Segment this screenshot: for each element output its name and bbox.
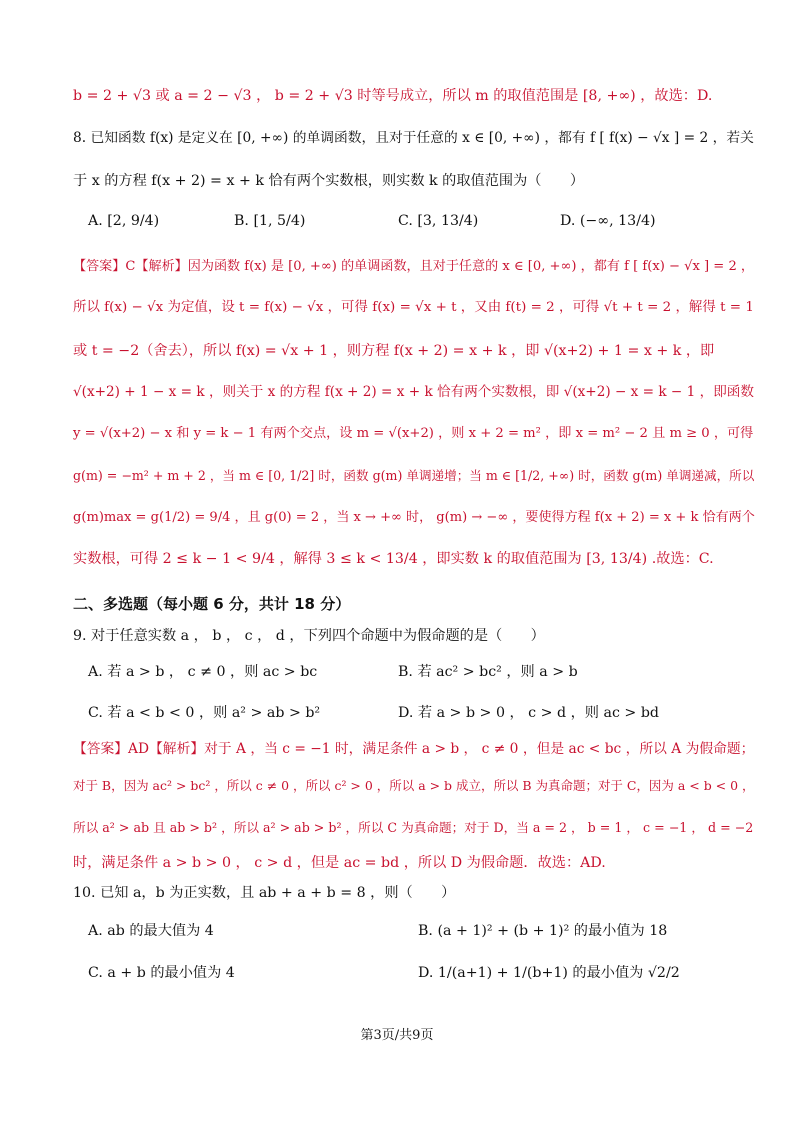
q10-option-a: A. ab 的最大值为 4 — [88, 923, 214, 939]
q8-answer-line-8: 实数根，可得 2 ≤ k − 1 < 9/4 ，解得 3 ≤ k < 13/4 ，即实数 k 的取值范围为 [3, 13/4) .故选：C. — [73, 551, 714, 567]
q8-option-a: A. [2, 9/4) — [88, 213, 160, 229]
prev-answer-conclusion: b = 2 + √3 或 a = 2 − √3 ， b = 2 + √3 时等号成立，所以 m 的取值范围是 [8, +∞) ，故选：D. — [73, 88, 713, 104]
q8-answer-line-1: 【答案】C【解析】因为函数 f(x) 是 [0, +∞) 的单调函数，且对于任意的 x ∈ [0, +∞) ，都有 f [ f(x) − √x ] = 2 ， — [73, 259, 755, 274]
q9-option-d: D. 若 a > b > 0 ， c > d ，则 ac > bd — [398, 705, 659, 721]
q8-answer-line-6: g(m) = −m² + m + 2 ，当 m ∈ [0, 1/2] 时，函数 g(m) 单调递增；当 m ∈ [1/2, +∞) 时，函数 g(m) 单调递减，所以 — [73, 468, 755, 483]
q8-answer-line-2: 所以 f(x) − √x 为定值，设 t = f(x) − √x ，可得 f(x) = √x + t ，又由 f(t) = 2 ，可得 √t + t = 2 ，解得 t = 1 — [73, 300, 754, 315]
q9-option-c: C. 若 a < b < 0 ，则 a² > ab > b² — [88, 705, 321, 721]
q8-option-b: B. [1, 5/4) — [234, 213, 306, 229]
q9-option-a: A. 若 a > b ， c ≠ 0 ，则 ac > bc — [88, 664, 318, 680]
q9-answer-line-2: 对于 B，因为 ac² > bc² ，所以 c ≠ 0 ，所以 c² > 0 ，所以 a > b 成立，所以 B 为真命题；对于 C，因为 a < b < 0 ， — [73, 778, 755, 793]
section-heading: 二、多选题（每小题 6 分，共计 18 分） — [73, 595, 351, 613]
q10-option-d: D. 1/(a+1) + 1/(b+1) 的最小值为 √2/2 — [418, 965, 680, 981]
q8-stem-line-2: 于 x 的方程 f(x + 2) = x + k 恰有两个实数根，则实数 k 的取值范围为（ ） — [73, 173, 585, 189]
q10-option-b: B. (a + 1)² + (b + 1)² 的最小值为 18 — [418, 923, 668, 939]
q8-option-d: D. (−∞, 13/4) — [560, 213, 656, 229]
q8-answer-line-3: 或 t = −2（舍去），所以 f(x) = √x + 1 ，则方程 f(x + 2) = x + k ，即 √(x+2) + 1 = x + k ，即 — [73, 343, 715, 359]
q8-answer-line-7: g(m)max = g(1/2) = 9/4 ，且 g(0) = 2 ，当 x → +∞ 时， g(m) → −∞ ，要使得方程 f(x + 2) = x + k 恰有两个 — [73, 510, 755, 525]
q8-answer-line-4: √(x+2) + 1 − x = k ，则关于 x 的方程 f(x + 2) = x + k 恰有两个实数根，即 √(x+2) − x = k − 1 ，即函数 — [73, 384, 754, 400]
page-number: 第3页/共9页 — [360, 1028, 434, 1043]
q9-option-b: B. 若 ac² > bc² ，则 a > b — [398, 664, 578, 680]
q10-stem: 10. 已知 a，b 为正实数，且 ab + a + b = 8 ，则（ ） — [73, 885, 456, 901]
q10-option-c: C. a + b 的最小值为 4 — [88, 965, 235, 981]
q9-answer-line-3: 所以 a² > ab 且 ab > b² ，所以 a² > ab > b² ，所以 C 为真命题；对于 D，当 a = 2 ， b = 1 ， c = −1 ， d = −2 — [73, 820, 754, 835]
q9-stem: 9. 对于任意实数 a ， b ， c ， d ，下列四个命题中为假命题的是（ ） — [73, 628, 545, 644]
q9-answer-line-4: 时，满足条件 a > b > 0 ， c > d ，但是 ac = bd ，所以 D 为假命题．故选：AD. — [73, 855, 606, 871]
q8-option-c: C. [3, 13/4) — [398, 213, 479, 229]
q8-answer-line-5: y = √(x+2) − x 和 y = k − 1 有两个交点，设 m = √(x+2) ，则 x + 2 = m² ，即 x = m² − 2 且 m ≥ 0 ，可得 — [73, 426, 754, 441]
q9-answer-line-1: 【答案】AD【解析】对于 A ，当 c = −1 时，满足条件 a > b ， c ≠ 0 ，但是 ac < bc ，所以 A 为假命题； — [73, 741, 755, 757]
q8-stem-line-1: 8. 已知函数 f(x) 是定义在 [0, +∞) 的单调函数，且对于任意的 x ∈ [0, +∞) ，都有 f [ f(x) − √x ] = 2 ，若关 — [73, 130, 754, 146]
